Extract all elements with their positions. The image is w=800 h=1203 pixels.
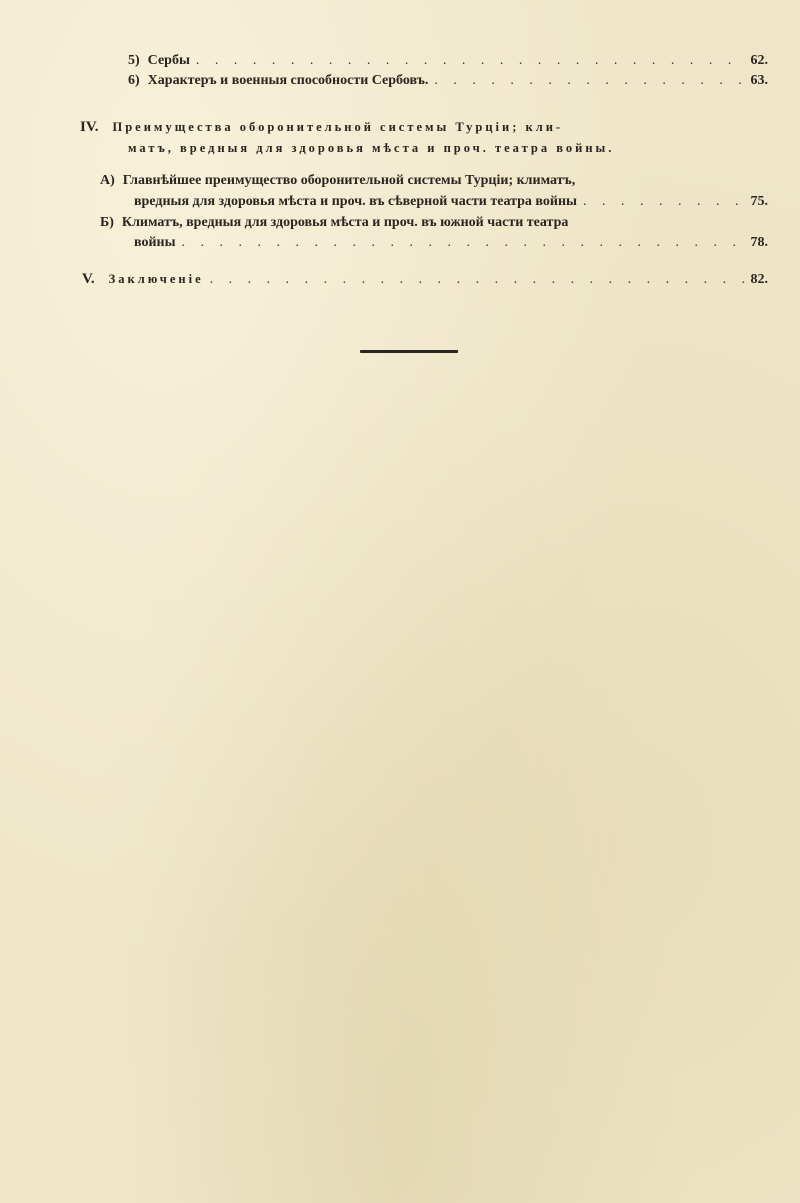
toc-sub-b-line-1	[100, 214, 568, 232]
dot-leader	[196, 52, 745, 70]
toc-entry-label: Сербы	[147, 53, 190, 68]
toc-entry-label: Характеръ и военныя способности Сербовъ.	[147, 73, 429, 88]
sub-entry-letter: А)	[100, 173, 115, 188]
sub-entry-letter: Б)	[100, 215, 114, 230]
toc-sub-b-line-2	[134, 234, 768, 252]
section-title: Преимущества оборонительной системы Турціи; кли-	[112, 120, 564, 134]
toc-entry-5	[128, 52, 768, 70]
section-numeral: V.	[82, 271, 95, 287]
toc-entry-6	[128, 72, 768, 90]
toc-sub-a-line-2	[134, 193, 768, 211]
toc-page-number: 63.	[750, 73, 768, 88]
toc-page-number: 82.	[750, 272, 768, 287]
section-iv-heading-line-1	[80, 118, 563, 136]
dot-leader	[583, 193, 745, 211]
dot-leader	[182, 234, 745, 252]
toc-page-number: 62.	[750, 53, 768, 68]
section-iv-heading-line-2	[128, 139, 614, 157]
sub-entry-text: Главнѣйшее преимущество оборонительной системы Турціи; климатъ,	[122, 173, 576, 188]
toc-page-number: 75.	[750, 194, 768, 209]
sub-entry-text-continued: войны	[134, 235, 176, 250]
section-title-continued: матъ, вредныя для здоровья мѣста и проч. театра войны.	[128, 141, 615, 155]
dot-leader	[210, 271, 745, 289]
sub-entry-text-continued: вредныя для здоровья мѣста и проч. въ сѣверной части театра войны	[134, 194, 577, 209]
sub-entry-text: Климатъ, вредныя для здоровья мѣста и проч. въ южной части театра	[121, 215, 569, 230]
section-v-entry	[82, 270, 768, 289]
toc-sub-a-line-1	[100, 172, 575, 190]
end-rule	[360, 350, 458, 353]
toc-entry-number: 5)	[128, 53, 140, 68]
dot-leader	[434, 72, 744, 90]
section-numeral: IV.	[80, 119, 99, 135]
section-title: Заключеніе	[108, 272, 204, 286]
toc-entry-number: 6)	[128, 73, 140, 88]
toc-page-number: 78.	[750, 235, 768, 250]
